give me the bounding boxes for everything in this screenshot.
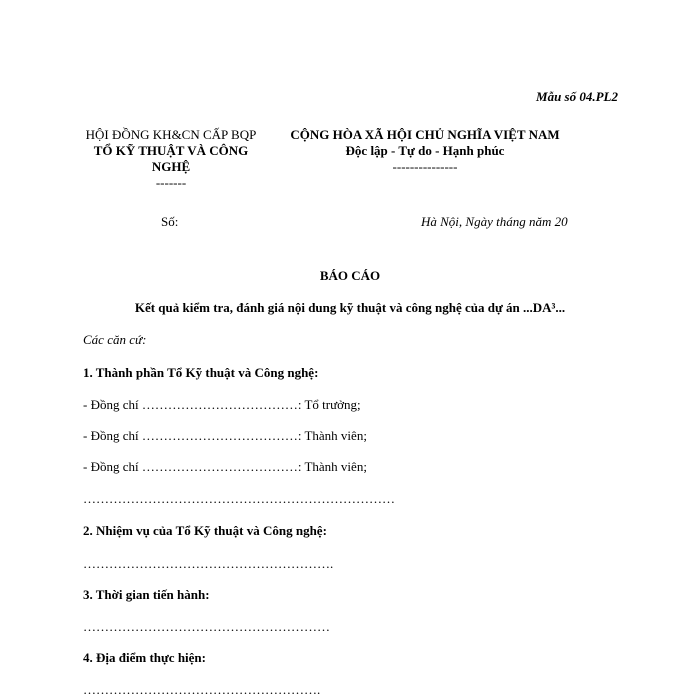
- section-2-heading: 2. Nhiệm vụ của Tổ Kỹ thuật và Công nghệ:: [83, 523, 327, 538]
- member-line: - Đồng chí ………………………………: Thành viên;: [83, 428, 367, 443]
- issuing-council-name: HỘI ĐỒNG KH&CN CẤP BQP: [85, 127, 257, 142]
- document-number-label: Số:: [161, 214, 179, 229]
- fill-in-line: ………………………………………………….: [83, 556, 334, 571]
- right-divider: ---------------: [392, 159, 458, 174]
- date-place-line: Hà Nội, Ngày tháng năm 20: [421, 214, 568, 229]
- basis-label: Các căn cứ:: [83, 332, 147, 347]
- document-subtitle: Kết quả kiểm tra, đánh giá nội dung kỹ thuật và công nghệ của dự án ...DA³...: [134, 300, 566, 315]
- left-divider: -------: [155, 175, 187, 190]
- issuing-team-name: TỔ KỸ THUẬT VÀ CÔNG NGHỆ: [93, 143, 249, 174]
- document-title: BÁO CÁO: [319, 268, 381, 283]
- national-motto: Độc lập - Tự do - Hạnh phúc: [345, 143, 505, 158]
- national-motto-block: [275, 127, 575, 175]
- section-1-heading: 1. Thành phần Tổ Kỹ thuật và Công nghệ:: [83, 365, 319, 380]
- section-4-heading: 4. Địa điểm thực hiện:: [83, 650, 206, 665]
- country-name: CỘNG HÒA XÃ HỘI CHỦ NGHĨA VIỆT NAM: [290, 127, 560, 142]
- member-line: - Đồng chí ………………………………: Thành viên;: [83, 459, 367, 474]
- section-3-heading: 3. Thời gian tiến hành:: [83, 587, 210, 602]
- fill-in-line: ……………………………………………….: [83, 682, 321, 697]
- form-code: Mẫu số 04.PL2: [536, 89, 618, 104]
- fill-in-line: ………………………………………………………………: [83, 491, 395, 506]
- fill-in-line: …………………………………………………: [83, 619, 330, 634]
- issuing-authority-block: [85, 127, 257, 191]
- member-line: - Đồng chí ………………………………: Tổ trưởng;: [83, 397, 361, 412]
